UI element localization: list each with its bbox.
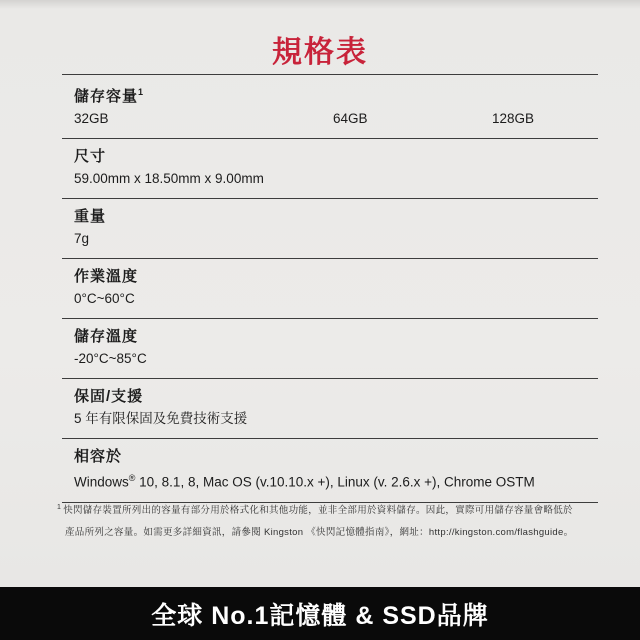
spec-value-weight: 7g [74, 231, 90, 246]
spec-value-compatibility [74, 471, 598, 490]
footnote-text-1: 快閃儲存裝置所列出的容量有部分用於格式化和其他功能，並非全部用於資料儲存。因此，實際可用儲存容量會略低於 [63, 505, 573, 517]
spec-label-weight: 重量 [74, 208, 107, 225]
spec-row-warranty [62, 379, 598, 439]
capacity-64gb: 64GB [333, 111, 368, 126]
spec-value-storage-temp: -20°C~85°C [74, 351, 147, 366]
brand-footer-bar [0, 587, 640, 640]
spec-table [62, 74, 598, 503]
spec-label-compatibility: 相容於 [74, 448, 123, 465]
spec-value-dimensions: 59.00mm x 18.50mm x 9.00mm [74, 171, 264, 186]
spec-row-capacity [62, 75, 598, 139]
footnote [57, 497, 602, 544]
spec-row-weight [62, 199, 598, 259]
spec-label-dimensions: 尺寸 [74, 148, 107, 165]
page-title: 規格表 [272, 36, 368, 69]
footnote-line-2: 產品所列之容量。如需更多詳細資訊，請參閱 Kingston 《快閃記憶體指南》，網址：http://kingston.com/flashguide。 [65, 527, 574, 539]
compat-os-list: 10, 8.1, 8, Mac OS (v.10.10.x +), Linux (v. 2.6.x +), Chrome OSTM [135, 474, 535, 490]
spec-row-operating-temp [62, 259, 598, 319]
spec-label-operating-temp: 作業溫度 [74, 268, 139, 285]
capacity-32gb: 32GB [74, 111, 109, 126]
compat-os-name: Windows [74, 474, 129, 490]
spec-row-compatibility [62, 439, 598, 503]
spec-row-dimensions [62, 139, 598, 199]
spec-label-warranty: 保固/支援 [74, 388, 144, 405]
footnote-sup: 1 [57, 504, 62, 511]
spec-row-storage-temp [62, 319, 598, 379]
capacity-128gb: 128GB [492, 111, 535, 126]
footnote-marker: 1 [138, 87, 145, 97]
spec-label-capacity [74, 84, 598, 105]
registered-mark: ® [128, 473, 136, 483]
spec-label-capacity-text: 儲存容量 [74, 88, 139, 105]
spec-label-storage-temp: 儲存溫度 [74, 328, 139, 345]
spec-value-warranty: 5 年有限保固及免費技術支援 [74, 411, 248, 426]
footnote-line-1 [57, 497, 602, 522]
capacity-values [74, 111, 598, 126]
brand-slogan: 全球 No.1記憶體 & SSD品牌 [151, 601, 489, 630]
spec-value-operating-temp: 0°C~60°C [74, 291, 135, 306]
